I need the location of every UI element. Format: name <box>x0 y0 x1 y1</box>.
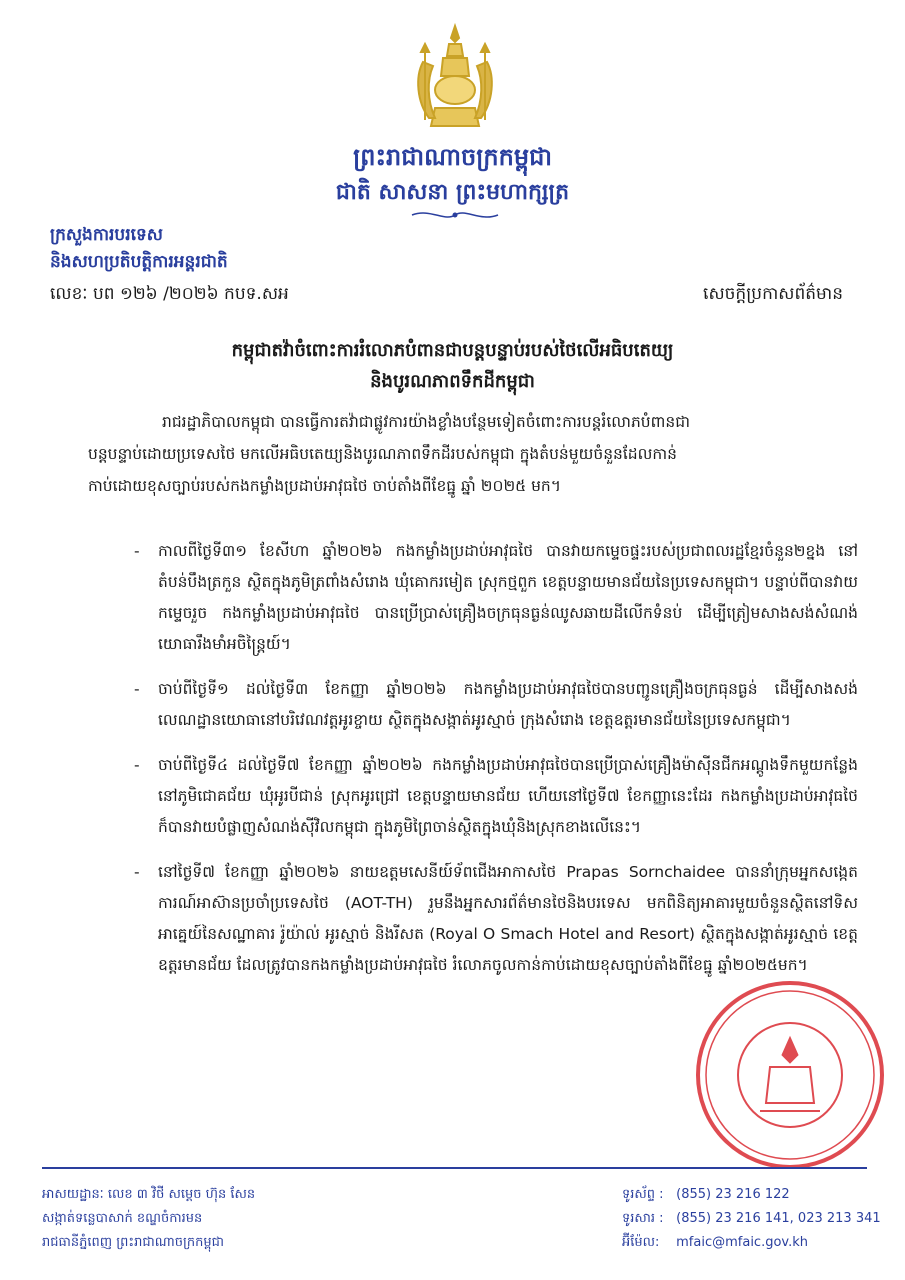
incident-list <box>134 536 858 995</box>
email-row <box>622 1231 881 1255</box>
list-item-text: កាលពីថ្ងៃទី៣១ ខែសីហា ឆ្នាំ២០២៦ កងកម្លាំងប្រដាប់អាវុធថៃ បានវាយកម្ទេចផ្ទះរបស់ប្រជាពលរដ្ឋខ្មែរចំនួន២ខ្នង នៅតំបន់បឹងត្រកួន ស្ថិតក្នុងភូមិត្រពាំងសំរោង ឃុំគោករមៀត ស្រុកថ្មពួក ខេត្តបន្ទាយមានជ័យនៃប្រទេសកម្ពុជា។ បន្ទាប់ពីបានវាយកម្ទេចរួច កងកម្លាំងប្រដាប់អាវុធថៃ បានប្រើប្រាស់គ្រឿងចក្រធុនធ្ងន់ឈូសឆាយដីលើកទំនប់ ដើម្បីត្រៀមសាងសង់សំណង់យោធារឹងមាំអចិន្ត្រៃយ៍។ <box>158 542 858 653</box>
list-item <box>134 674 858 736</box>
ministry-name-line2: និងសហប្រតិបត្តិការអន្តរជាតិ <box>50 252 228 272</box>
address-line: អាសយដ្ឋានៈ លេខ ៣ វិថី សម្តេច ហ៊ុន សែន <box>42 1187 256 1202</box>
list-item <box>134 857 858 981</box>
bullet-dash: - <box>134 863 140 881</box>
email-label: អ៊ីម៉ែល: <box>622 1235 660 1250</box>
document-type: សេចក្តីប្រកាសព័ត៌មាន <box>703 284 843 304</box>
intro-paragraph <box>88 406 850 502</box>
intro-line: កាប់ដោយខុសច្បាប់របស់កងកម្លាំងប្រដាប់អាវុធថៃ ចាប់តាំងពីខែធ្នូ ឆ្នាំ ២០២៥ មក។ <box>88 477 561 495</box>
release-title-line1: កម្ពុជាតវ៉ាចំពោះការរំលោភបំពានជាបន្តបន្ទាប់របស់ថៃលើអធិបតេយ្យ <box>231 340 674 361</box>
intro-line: រាជរដ្ឋាភិបាលកម្ពុជា បានធ្វើការតវ៉ាជាផ្លូវការយ៉ាងខ្លាំងបន្ថែមទៀតចំពោះការបន្តរំលោភបំពានជា <box>162 413 690 431</box>
release-title-line2: និងបូរណភាពទឹកដីកម្ពុជា <box>370 371 535 392</box>
bullet-dash: - <box>134 542 140 560</box>
list-item-text: ចាប់ពីថ្ងៃទី៤ ដល់ថ្ងៃទី៧ ខែកញ្ញា ឆ្នាំ២០២៦ កងកម្លាំងប្រដាប់អាវុធថៃបានប្រើប្រាស់គ្រឿងម៉ាស៊ីនជីកអណ្តូងទឹកមួយកន្លែងនៅភូមិជោគជ័យ ឃុំអូរបីជាន់ ស្រុកអូរជ្រៅ ខេត្តបន្ទាយមានជ័យ ហើយនៅថ្ងៃទី៧ ខែកញ្ញានេះដែរ កងកម្លាំងប្រដាប់អាវុធថៃក៏បានវាយបំផ្លាញសំណង់ស៊ីវិលកម្ពុជា ក្នុងភូមិព្រៃចាន់ស្ថិតក្នុងឃុំនិងស្រុកខាងលើនេះ។ <box>158 756 858 836</box>
list-item <box>134 536 858 660</box>
phone-number: (855) 23 216 122 <box>676 1187 790 1202</box>
email-link[interactable]: mfaic@mfaic.gov.kh <box>676 1235 808 1250</box>
address-line: រាជធានីភ្នំពេញ ព្រះរាជាណាចក្រកម្ពុជា <box>42 1235 224 1250</box>
address-line: សង្កាត់ទន្លេបាសាក់ ខណ្ឌចំការមន <box>42 1211 203 1226</box>
bullet-dash: - <box>134 756 140 774</box>
fax-label: ទូរសារ : <box>622 1211 664 1226</box>
footer-contacts <box>622 1183 881 1255</box>
phone-label: ទូរស័ព្ទ : <box>622 1187 664 1202</box>
list-item <box>134 750 858 843</box>
footer-divider <box>42 1167 867 1169</box>
national-motto: ជាតិ សាសនា ព្រះមហាក្សត្រ <box>335 180 570 205</box>
footer-address <box>42 1183 255 1255</box>
ministry-name-line1: ក្រសួងការបរទេស <box>50 225 163 245</box>
list-item-text: នៅថ្ងៃទី៧ ខែកញ្ញា ឆ្នាំ២០២៦ នាយឧត្តមសេនីយ៍ទ័ពជើងអាកាសថៃ Prapas Sornchaidee បាននាំក្រុមអ្នកសង្កេតការណ៍អាស៊ានប្រចាំប្រទេសថៃ (AOT-TH) រួមនឹងអ្នកសារព័ត៌មានថៃនិងបរទេស មកពិនិត្យអាគារមួយចំនួនស្ថិតនៅទិសអាគ្នេយ៍នៃសណ្ឋាគារ រ៉ូយ៉ាល់ អូរស្មាច់ និងរីសត (Royal O Smach Hotel and Resort) ស្ថិតក្នុងសង្កាត់អូរស្មាច់ ខេត្តឧត្តរមានជ័យ ដែលត្រូវបានកងកម្លាំងប្រដាប់អាវុធថៃ រំលោភចូលកាន់កាប់ដោយខុសច្បាប់តាំងពីខែធ្នូ ឆ្នាំ២០២៥មក។ <box>158 863 858 974</box>
bullet-dash: - <box>134 680 140 698</box>
ornament-divider-icon <box>410 208 500 222</box>
intro-line: បន្តបន្ទាប់ដោយប្រទេសថៃ មកលើអធិបតេយ្យនិងបូរណភាពទឹកដីរបស់កម្ពុជា ក្នុងតំបន់មួយចំនួនដែលកាន់ <box>88 445 677 463</box>
fax-row <box>622 1207 881 1231</box>
phone-row <box>622 1183 881 1207</box>
list-item-text: ចាប់ពីថ្ងៃទី១ ដល់ថ្ងៃទី៣ ខែកញ្ញា ឆ្នាំ២០២៦ កងកម្លាំងប្រដាប់អាវុធថៃបានបញ្ជូនគ្រឿងចក្រធុនធ្ងន់ ដើម្បីសាងសង់លេណដ្ឋានយោធានៅបរិវេណវត្តអូរខ្ចាយ ស្ថិតក្នុងសង្កាត់អូរស្មាច់ ក្រុងសំរោង ខេត្តឧត្តរមានជ័យនៃប្រទេសកម្ពុជា។ <box>158 680 858 729</box>
kingdom-name: ព្រះរាជាណាចក្រកម្ពុជា <box>353 143 552 171</box>
fax-number: (855) 23 216 141, 023 213 341 <box>676 1211 881 1226</box>
royal-emblem-icon <box>405 22 505 134</box>
reference-number: លេខៈ បព ១២៦ /២០២៦ កបទ.សអ <box>50 284 289 304</box>
official-seal-icon <box>690 975 890 1175</box>
